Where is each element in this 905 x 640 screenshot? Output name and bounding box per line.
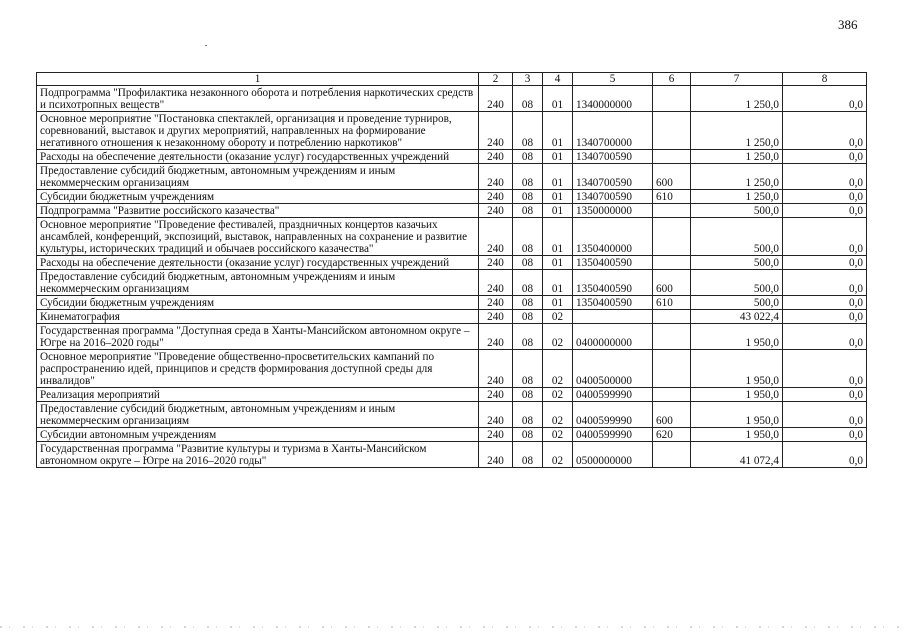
section-cell: 08 [513,402,543,428]
target-article-cell: 0500000000 [573,442,653,468]
subsection-cell: 02 [543,350,573,388]
section-cell: 08 [513,324,543,350]
target-article-cell: 0400599990 [573,402,653,428]
item-name-cell: Подпрограмма "Профилактика незаконного оборота и потребления наркотических средств и психотропных веществ" [37,86,479,112]
table-row [37,388,867,402]
ministry-code-cell: 240 [479,402,513,428]
target-article-cell: 1350400000 [573,218,653,256]
column-header-3: 3 [513,73,543,86]
page-number: 386 [838,17,858,32]
section-cell: 08 [513,112,543,150]
expense-type-cell [653,112,691,150]
section-cell: 08 [513,204,543,218]
ministry-code-cell: 240 [479,388,513,402]
section-cell: 08 [513,270,543,296]
amount-cell: 500,0 [691,296,783,310]
item-name-cell: Государственная программа "Развитие культуры и туризма в Ханты-Мансийском автономном округе – Югре на 2016–2020 годы" [37,442,479,468]
ministry-code-cell: 240 [479,442,513,468]
target-article-cell: 0400599990 [573,388,653,402]
target-article-cell: 0400500000 [573,350,653,388]
subsection-cell: 01 [543,270,573,296]
item-name-cell: Государственная программа "Доступная среда в Ханты-Мансийском автономном округе – Югре на 2016–2020 годы" [37,324,479,350]
amount2-cell: 0,0 [783,388,867,402]
amount-cell: 500,0 [691,218,783,256]
subsection-cell: 02 [543,428,573,442]
item-name-cell: Предоставление субсидий бюджетным, автономным учреждениям и иным некоммерческим организациям [37,164,479,190]
ministry-code-cell: 240 [479,204,513,218]
amount-cell: 1 950,0 [691,428,783,442]
item-name-cell: Расходы на обеспечение деятельности (оказание услуг) государственных учреждений [37,256,479,270]
table-row [37,270,867,296]
subsection-cell: 01 [543,296,573,310]
table-row [37,428,867,442]
subsection-cell: 02 [543,402,573,428]
section-cell: 08 [513,388,543,402]
amount2-cell: 0,0 [783,296,867,310]
section-cell: 08 [513,256,543,270]
section-cell: 08 [513,164,543,190]
section-cell: 08 [513,86,543,112]
expense-type-cell [653,350,691,388]
table-row [37,350,867,388]
amount2-cell: 0,0 [783,402,867,428]
item-name-cell: Основное мероприятие "Проведение фестивалей, праздничных концертов казачьих ансамблей, конференций, экспозиций, выставок, направленных на сохранение и развитие культуры, исторических традиций и обычаев российского казачества" [37,218,479,256]
amount-cell: 1 250,0 [691,150,783,164]
column-header-5: 5 [573,73,653,86]
table-row [37,150,867,164]
column-header-2: 2 [479,73,513,86]
target-article-cell: 1340700590 [573,190,653,204]
amount2-cell: 0,0 [783,150,867,164]
amount2-cell: 0,0 [783,218,867,256]
target-article-cell: 1350400590 [573,296,653,310]
amount-cell: 1 950,0 [691,324,783,350]
subsection-cell: 01 [543,86,573,112]
ministry-code-cell: 240 [479,296,513,310]
expense-type-cell: 610 [653,296,691,310]
expense-type-cell [653,310,691,324]
item-name-cell: Расходы на обеспечение деятельности (оказание услуг) государственных учреждений [37,150,479,164]
amount2-cell: 0,0 [783,350,867,388]
expense-type-cell: 610 [653,190,691,204]
table-row [37,310,867,324]
table-row [37,190,867,204]
expense-type-cell [653,388,691,402]
expense-type-cell [653,324,691,350]
item-name-cell: Субсидии бюджетным учреждениям [37,296,479,310]
scan-noise-line [0,626,905,628]
subsection-cell: 01 [543,164,573,190]
target-article-cell: 1350000000 [573,204,653,218]
table-row [37,256,867,270]
ministry-code-cell: 240 [479,350,513,388]
table-header-row [37,73,867,86]
table-row [37,296,867,310]
amount2-cell: 0,0 [783,204,867,218]
expense-type-cell [653,256,691,270]
ministry-code-cell: 240 [479,150,513,164]
target-article-cell: 0400000000 [573,324,653,350]
amount2-cell: 0,0 [783,428,867,442]
amount2-cell: 0,0 [783,270,867,296]
amount-cell: 1 950,0 [691,388,783,402]
item-name-cell: Реализация мероприятий [37,388,479,402]
amount2-cell: 0,0 [783,112,867,150]
scan-speck [205,45,207,46]
item-name-cell: Подпрограмма "Развитие российского казачества" [37,204,479,218]
column-header-4: 4 [543,73,573,86]
ministry-code-cell: 240 [479,256,513,270]
subsection-cell: 02 [543,442,573,468]
column-header-7: 7 [691,73,783,86]
item-name-cell: Предоставление субсидий бюджетным, автономным учреждениям и иным некоммерческим организациям [37,402,479,428]
table-row [37,112,867,150]
amount2-cell: 0,0 [783,190,867,204]
expense-type-cell: 600 [653,164,691,190]
section-cell: 08 [513,218,543,256]
amount2-cell: 0,0 [783,442,867,468]
item-name-cell: Основное мероприятие "Постановка спектаклей, организация и проведение турниров, соревнований, выставок и других мероприятий, направленных на формирование негативного отношения к незаконному обороту и потреблению наркотиков" [37,112,479,150]
expense-type-cell: 600 [653,402,691,428]
ministry-code-cell: 240 [479,112,513,150]
table-row [37,442,867,468]
target-article-cell [573,310,653,324]
ministry-code-cell: 240 [479,428,513,442]
section-cell: 08 [513,296,543,310]
section-cell: 08 [513,428,543,442]
amount-cell: 500,0 [691,256,783,270]
amount2-cell: 0,0 [783,86,867,112]
table-row [37,402,867,428]
target-article-cell: 1350400590 [573,256,653,270]
amount2-cell: 0,0 [783,310,867,324]
amount-cell: 1 250,0 [691,190,783,204]
column-header-6: 6 [653,73,691,86]
target-article-cell: 1340700590 [573,150,653,164]
ministry-code-cell: 240 [479,310,513,324]
expense-type-cell [653,442,691,468]
item-name-cell: Кинематография [37,310,479,324]
target-article-cell: 1340000000 [573,86,653,112]
ministry-code-cell: 240 [479,270,513,296]
target-article-cell: 1350400590 [573,270,653,296]
amount-cell: 500,0 [691,270,783,296]
table-body [37,86,867,468]
ministry-code-cell: 240 [479,218,513,256]
item-name-cell: Основное мероприятие "Проведение общественно-просветительских кампаний по распространению идей, принципов и средств формирования доступной среды для инвалидов" [37,350,479,388]
target-article-cell: 0400599990 [573,428,653,442]
amount-cell: 41 072,4 [691,442,783,468]
section-cell: 08 [513,350,543,388]
subsection-cell: 02 [543,310,573,324]
target-article-cell: 1340700590 [573,164,653,190]
amount2-cell: 0,0 [783,164,867,190]
budget-table [36,72,867,468]
ministry-code-cell: 240 [479,190,513,204]
section-cell: 08 [513,442,543,468]
item-name-cell: Субсидии бюджетным учреждениям [37,190,479,204]
subsection-cell: 01 [543,204,573,218]
subsection-cell: 01 [543,150,573,164]
section-cell: 08 [513,150,543,164]
ministry-code-cell: 240 [479,86,513,112]
amount2-cell: 0,0 [783,324,867,350]
column-header-1: 1 [37,73,479,86]
column-header-8: 8 [783,73,867,86]
target-article-cell: 1340700000 [573,112,653,150]
ministry-code-cell: 240 [479,324,513,350]
expense-type-cell: 600 [653,270,691,296]
amount-cell: 1 250,0 [691,86,783,112]
amount-cell: 1 250,0 [691,112,783,150]
item-name-cell: Предоставление субсидий бюджетным, автономным учреждениям и иным некоммерческим организациям [37,270,479,296]
table-row [37,218,867,256]
amount-cell: 43 022,4 [691,310,783,324]
item-name-cell: Субсидии автономным учреждениям [37,428,479,442]
section-cell: 08 [513,190,543,204]
subsection-cell: 01 [543,218,573,256]
subsection-cell: 02 [543,388,573,402]
table-row [37,324,867,350]
amount-cell: 1 950,0 [691,350,783,388]
expense-type-cell [653,204,691,218]
ministry-code-cell: 240 [479,164,513,190]
expense-type-cell [653,150,691,164]
amount-cell: 1 250,0 [691,164,783,190]
expense-type-cell: 620 [653,428,691,442]
table-row [37,86,867,112]
expense-type-cell [653,218,691,256]
subsection-cell: 01 [543,256,573,270]
subsection-cell: 01 [543,112,573,150]
amount-cell: 500,0 [691,204,783,218]
section-cell: 08 [513,310,543,324]
subsection-cell: 02 [543,324,573,350]
table-row [37,164,867,190]
expense-type-cell [653,86,691,112]
table-row [37,204,867,218]
subsection-cell: 01 [543,190,573,204]
amount-cell: 1 950,0 [691,402,783,428]
amount2-cell: 0,0 [783,256,867,270]
